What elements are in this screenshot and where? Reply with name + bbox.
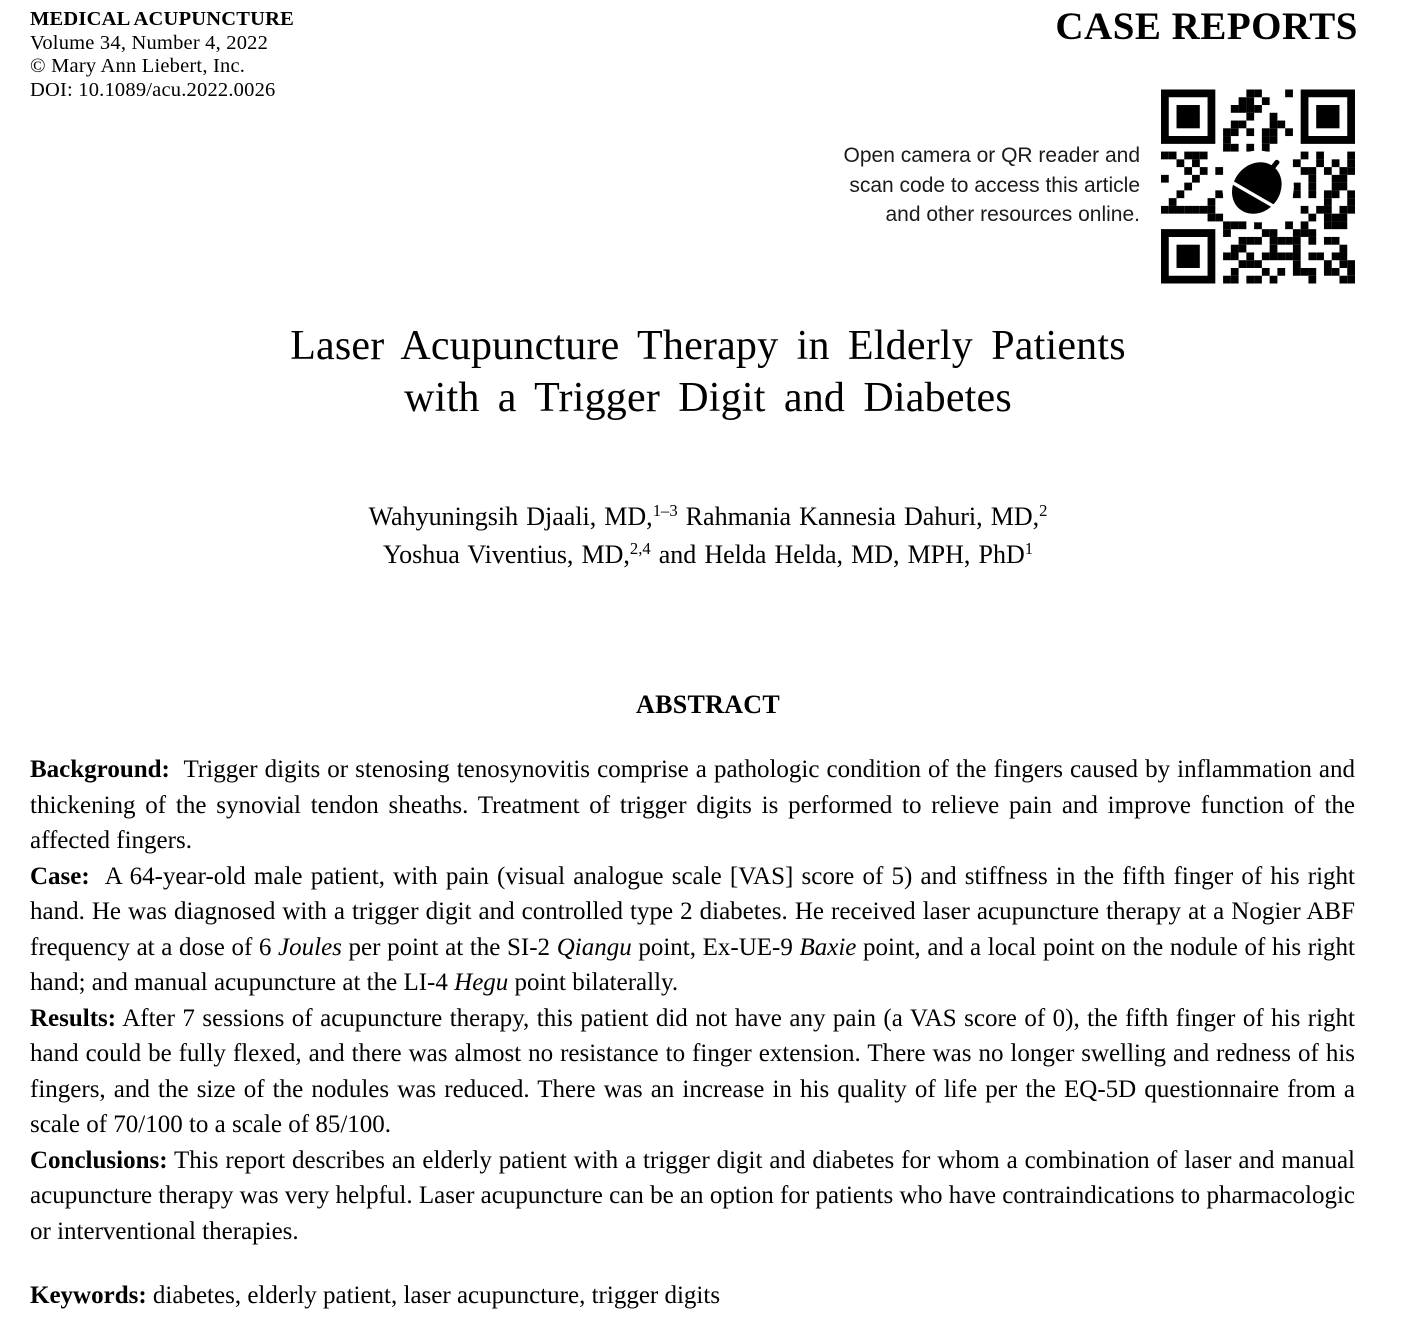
qr-code-svg bbox=[1161, 88, 1355, 285]
author-line: Yoshua Viventius, MD,$^{2,4}$ and Helda Helda, MD, MPH, PhD$^1$ bbox=[382, 538, 1034, 569]
journal-masthead bbox=[30, 8, 294, 102]
qr-caption-line: scan code to access this article bbox=[849, 173, 1140, 197]
abstract-paragraph-results: Results: After 7 sessions of acupuncture therapy, this patient did not have any pain (a VAS score of 0), the fifth finger of his right hand could be fully flexed, and there was almost no resistance to finger extension. There was no longer swelling and redness of his fingers, and the size of the nodules was reduced. There was an increase in his quality of life per the EQ-5D questionnaire from a scale of 70/100 to a scale of 85/100. bbox=[30, 1004, 1355, 1138]
author-byline bbox=[0, 498, 1416, 574]
title-line: with a Trigger Digit and Diabetes bbox=[404, 375, 1012, 421]
abstract-paragraph-conclusions: Conclusions: This report describes an elderly patient with a trigger digit and diabetes for whom a combination of laser and manual acupuncture therapy was very helpful. Laser acupuncture can be an option for patients who have contraindications to pharmacologic or interventional therapies. bbox=[30, 1146, 1355, 1245]
title-line: Laser Acupuncture Therapy in Elderly Patients bbox=[290, 323, 1126, 369]
journal-copyright-line: © Mary Ann Liebert, Inc. bbox=[30, 55, 246, 77]
article-title bbox=[0, 320, 1416, 424]
abstract-heading: ABSTRACT bbox=[636, 690, 780, 719]
journal-volume-line: Volume 34, Number 4, 2022 bbox=[30, 31, 269, 54]
abstract-paragraph-background: Background: Trigger digits or stenosing tenosynovitis comprise a pathologic condition of the fingers caused by inflammation and thickening of the synovial tendon sheaths. Treatment of trigger digits is performed to relieve pain and improve function of the affected fingers. bbox=[30, 756, 1355, 854]
qr-caption bbox=[844, 141, 1140, 230]
abstract-body bbox=[30, 752, 1355, 1249]
journal-doi-line: DOI: 10.1089/acu.2022.0026 bbox=[30, 78, 276, 101]
journal-name: MEDICAL ACUPUNCTURE bbox=[30, 8, 295, 30]
qr-caption-line: Open camera or QR reader and bbox=[843, 144, 1140, 167]
section-banner: CASE REPORTS bbox=[1055, 5, 1358, 48]
abstract-paragraph-case: Case: A 64-year-old male patient, with pain (visual analogue scale [VAS] score of 5) and stiffness in the fifth finger of his right hand. He was diagnosed with a trigger digit and controlled type 2 diabetes. He received laser acupuncture therapy at a Nogier ABF frequency at a dose of 6 Joules per point at the SI-2 Qiangu point, Ex-UE-9 Baxie point, and a local point on the nodule of his right hand; and manual acupuncture at the LI-4 Hegu point bilaterally. bbox=[30, 862, 1355, 996]
qr-code-icon bbox=[1161, 88, 1355, 285]
author-line: Wahyuningsih Djaali, MD,$^{1-3}$ Rahmania Kannesia Dahuri, MD,$^2$ bbox=[368, 500, 1048, 531]
qr-caption-line: and other resources online. bbox=[885, 203, 1140, 226]
keywords-line: Keywords: diabetes, elderly patient, laser acupuncture, trigger digits bbox=[30, 1282, 721, 1309]
